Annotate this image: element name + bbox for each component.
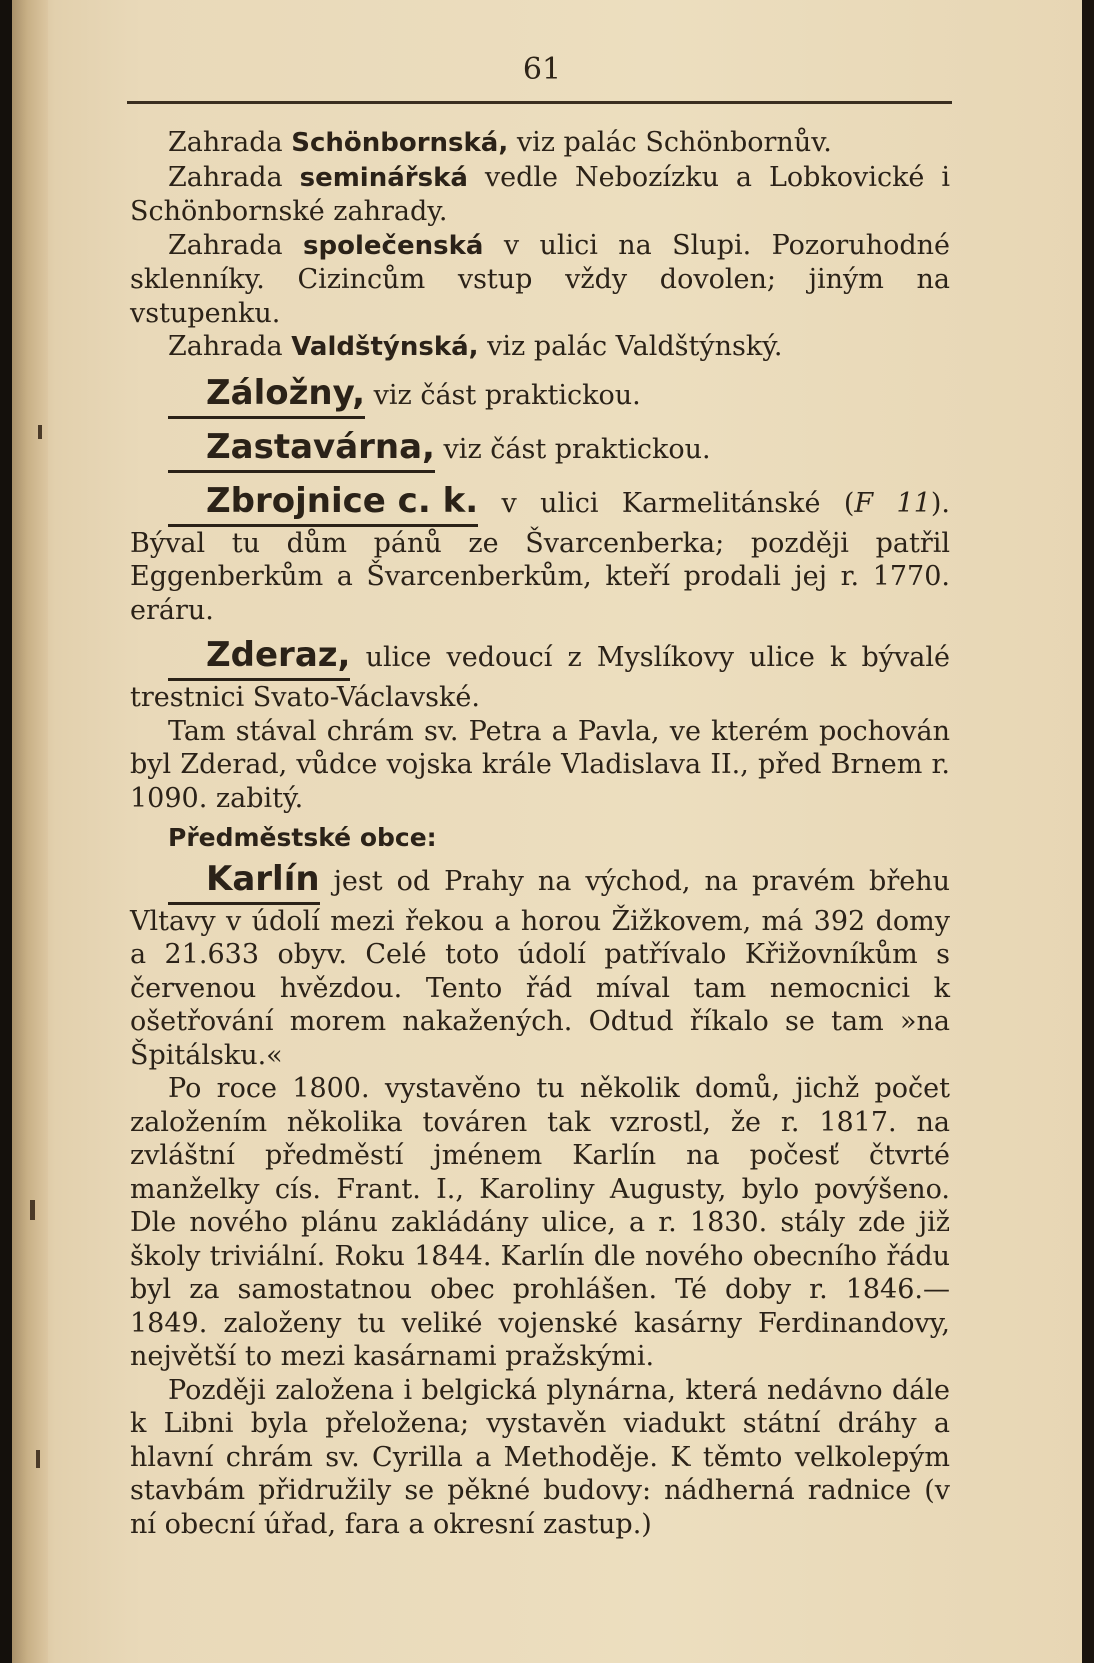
entry-zderaz-history: Tam stával chrám sv. Petra a Pavla, ve kterém pochován byl Zderad, vůdce vojska krále Vladislava II., před Brnem r. 1090. zabitý.: [130, 715, 950, 814]
section-title: Předměstské obce:: [168, 823, 437, 852]
entry-zderaz: Zderaz, ulice vedoucí z Myslíkovy ulice k bývalé trestnici Svato-Václavské.: [130, 635, 950, 713]
entry-heading: Zastavárna,: [168, 427, 435, 473]
entry-heading: Karlín: [168, 859, 320, 905]
page-number: 61: [522, 52, 562, 87]
entry-schonborn: Zahrada Schönbornská, viz palác Schönbornův.: [168, 127, 832, 158]
page-edge: [1082, 0, 1094, 1663]
margin-mark: [30, 1200, 35, 1220]
page-gutter: [12, 0, 48, 1663]
karlin-buildings: Později založena i belgická plynárna, která nedávno dále k Libni byla přeložena; vystavěn viadukt státní dráhy a hlavní chrám sv. Cyrilla a Methoděje. K těmto velkolepým stavbám přidružily se pěkné budovy: nádherná radnice (v ní obecní úřad, fara a okresní zastup.): [130, 1374, 950, 1540]
entry-spolecenska: Zahrada společenská v ulici na Slupi. Pozoruhodné sklenníky. Cizincům vstup vždy dovolen; jiným na vstupenku.: [130, 229, 951, 329]
page-text: [130, 126, 950, 1541]
karlin-history: Po roce 1800. vystavěno tu několik domů, jichž počet založením několika továren tak vzrostl, že r. 1817. na zvláštní předměstí jménem Karlín na počesť čtvrté manželky cís. Frant. I., Karoliny Augusty, bylo povýšeno. Dle nového plánu zakládány ulice, a r. 1830. stály zde již školy triviální. Roku 1844. Karlín dle nového obecního řádu byl za samostatnou obec prohlášen. Té doby r. 1846.—1849. založeny tu veliké vojenské kasárny Ferdinandovy, největší to mezi kasárnami pražskými.: [130, 1073, 950, 1372]
margin-mark: [36, 1450, 40, 1468]
entry-zastavarna: Zastavárna, viz část praktickou.: [130, 427, 950, 473]
entry-karlin: Karlín jest od Prahy na východ, na pravém břehu Vltavy v údolí mezi řekou a horou Žižkovem, má 392 domy a 21.633 obyv. Celé toto údolí patřívalo Křižovníkům s červenou hvězdou. Tento řád míval tam nemocnici k ošetřování morem nakažených. Odtud říkalo se tam »na Špitálsku.«: [130, 858, 950, 1071]
entry-valdstyn: Zahrada Valdštýnská, viz palác Valdštýnský.: [168, 331, 783, 362]
entry-name: Schönbornská,: [291, 128, 509, 158]
entry-heading: Záložny,: [168, 373, 365, 419]
entry-name: Valdštýnská,: [291, 332, 479, 362]
entry-name: společenská: [303, 230, 484, 261]
entry-heading: Zderaz,: [168, 635, 350, 681]
book-page: [12, 0, 1094, 1663]
entry-heading: Zbrojnice c. k.: [168, 481, 478, 527]
entry-zalozny: Záložny, viz část praktickou.: [130, 373, 950, 419]
margin-mark: [38, 425, 42, 439]
entry-seminar: Zahrada seminářská vedle Nebozízku a Lobkovické i Schönbornské zahrady.: [130, 161, 951, 227]
header-rule: [127, 101, 952, 104]
entry-zbrojnice: Zbrojnice c. k. v ulici Karmelitánské (F 11). Býval tu dům pánů ze Švarcenberka; později patřil Eggenberkům a Švarcenberkům, kteří prodali jej r. 1770. eráru.: [130, 480, 950, 626]
entry-name: seminářská: [299, 162, 468, 193]
map-reference: F 11: [854, 487, 931, 519]
